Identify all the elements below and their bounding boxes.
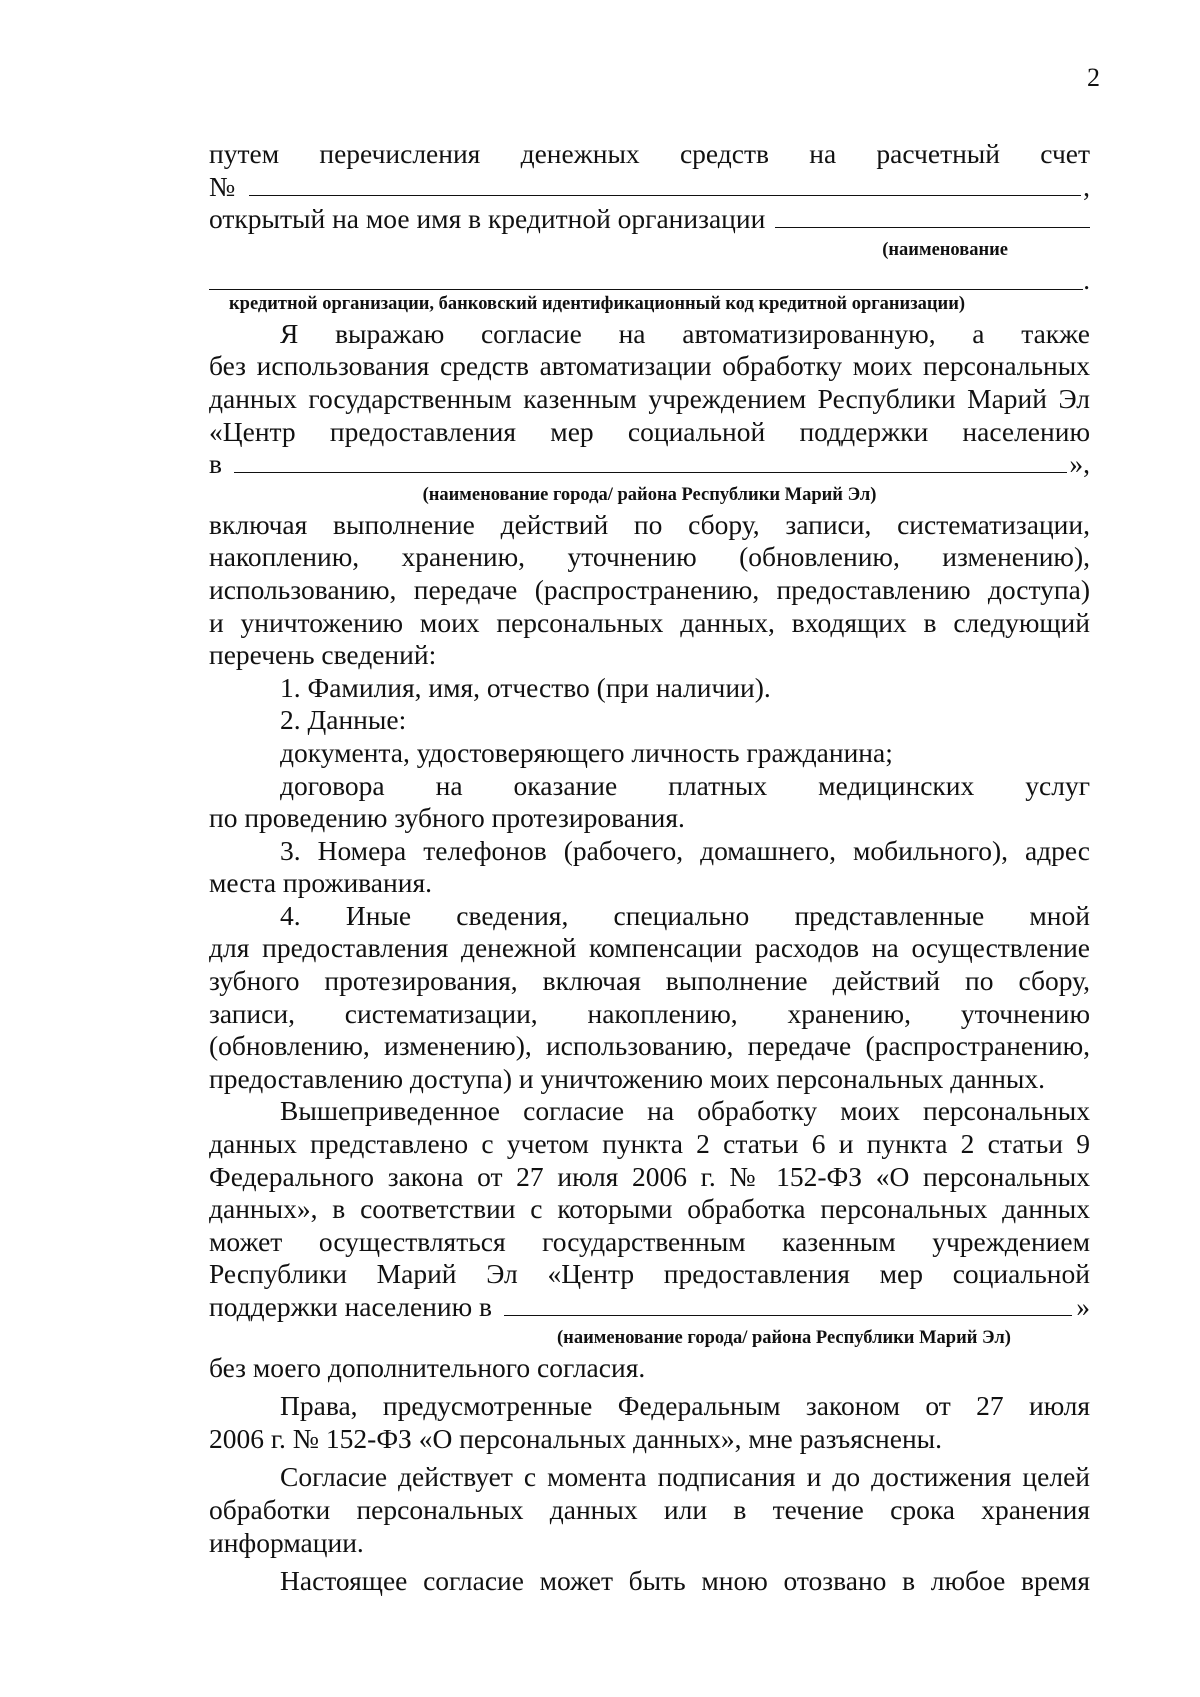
caption-bank-details: кредитной организации, банковский идентификационный код кредитной организации) xyxy=(229,293,966,314)
text-line: зубного протезирования, включая выполнение действий по сбору, xyxy=(209,965,1090,997)
list-item: 3. Номера телефонов (рабочего, домашнего, мобильного), адрес xyxy=(280,834,1090,866)
city-label: поддержки населению в xyxy=(209,1291,493,1322)
city-field[interactable] xyxy=(234,452,1067,473)
text-line: включая выполнение действий по сбору, записи, систематизации, xyxy=(209,508,1090,540)
caption-bank-name: (наименование xyxy=(882,239,1008,260)
list-item: 4. Иные сведения, специально представленные мной xyxy=(280,899,1090,931)
list-subitem: документа, удостоверяющего личность гражданина; xyxy=(280,736,893,768)
bank-line xyxy=(209,203,1090,236)
list-item: 1. Фамилия, имя, отчество (при наличии). xyxy=(280,671,771,703)
city-line xyxy=(209,448,1090,481)
account-number-line xyxy=(209,171,1090,204)
text-line: накоплению, хранению, уточнению (обновлению, изменению), xyxy=(209,541,1090,573)
city-line-2 xyxy=(209,1291,1090,1324)
bank-name-field[interactable] xyxy=(775,207,1090,228)
text-line: данных представлено с учетом пункта 2 статьи 6 и пункта 2 статьи 9 xyxy=(209,1128,1090,1160)
bank-details-field[interactable] xyxy=(209,269,1083,290)
text-line: перечень сведений: xyxy=(209,639,437,671)
list-subitem: договора на оказание платных медицинских услуг xyxy=(280,769,1090,801)
text-line: Согласие действует с момента подписания и до достижения целей xyxy=(280,1461,1090,1493)
bank-line-continued xyxy=(209,264,1090,295)
document-body xyxy=(209,138,1090,1598)
number-sign: № xyxy=(209,170,236,202)
text-line: данных государственным казенным учреждением Республики Марий Эл xyxy=(209,382,1090,414)
text-line: предоставлению доступа) и уничтожению моих персональных данных. xyxy=(209,1062,1046,1094)
page-number: 2 xyxy=(1087,63,1100,92)
text-line: для предоставления денежной компенсации расходов на осуществление xyxy=(209,932,1090,964)
text-line: и уничтожению моих персональных данных, входящих в следующий xyxy=(209,606,1090,638)
text-line: путем перечисления денежных средств на расчетный счет xyxy=(209,138,1090,169)
bank-label: открытый на мое имя в кредитной организации xyxy=(209,203,766,235)
caption-city-2: (наименование города/ района Республики Марий Эл) xyxy=(557,1327,1011,1348)
city-field-2[interactable] xyxy=(504,1295,1072,1316)
text-line: может осуществляться государственным казенным учреждением xyxy=(209,1225,1090,1257)
caption-city: (наименование города/ района Республики Марий Эл) xyxy=(422,484,877,505)
period: . xyxy=(1083,264,1090,295)
text-line: Права, предусмотренные Федеральным законом от 27 июля xyxy=(280,1390,1090,1422)
list-item: 2. Данные: xyxy=(280,704,407,736)
text-line: Настоящее согласие может быть мною отозвано в любое время xyxy=(280,1565,1090,1597)
text-line: «Центр предоставления мер социальной поддержки населению xyxy=(209,415,1090,447)
city-suffix-2: » xyxy=(1076,1291,1090,1322)
text-line: использованию, передаче (распространению, предоставлению доступа) xyxy=(209,573,1090,605)
text-line: Федерального закона от 27 июля 2006 г. № 152-ФЗ «О персональных xyxy=(209,1160,1090,1192)
text-line: обработки персональных данных или в течение срока хранения xyxy=(209,1493,1090,1525)
text-line: Я выражаю согласие на автоматизированную, а также xyxy=(280,317,1090,349)
text-line: 2006 г. № 152-ФЗ «О персональных данных», мне разъяснены. xyxy=(209,1422,943,1454)
text-line: (обновлению, изменению), использованию, передаче (распространению, xyxy=(209,1030,1090,1062)
text-line: без использования средств автоматизации обработку моих персональных xyxy=(209,350,1090,382)
text-line: данных», в соответствии с которыми обработка персональных данных xyxy=(209,1193,1090,1225)
account-number-field[interactable] xyxy=(249,175,1081,196)
text-line: Республики Марий Эл «Центр предоставления мер социальной xyxy=(209,1258,1090,1290)
text-line: места проживания. xyxy=(209,867,432,899)
city-prefix: в xyxy=(209,448,222,480)
text-line: без моего дополнительного согласия. xyxy=(209,1351,646,1383)
city-suffix: », xyxy=(1069,448,1090,480)
text-line: по проведению зубного протезирования. xyxy=(209,802,685,834)
comma: , xyxy=(1083,170,1090,202)
text-line: Вышеприведенное согласие на обработку моих персональных xyxy=(280,1095,1090,1127)
text-line: записи, систематизации, накоплению, хранению, уточнению xyxy=(209,997,1090,1029)
text-line: информации. xyxy=(209,1526,364,1558)
